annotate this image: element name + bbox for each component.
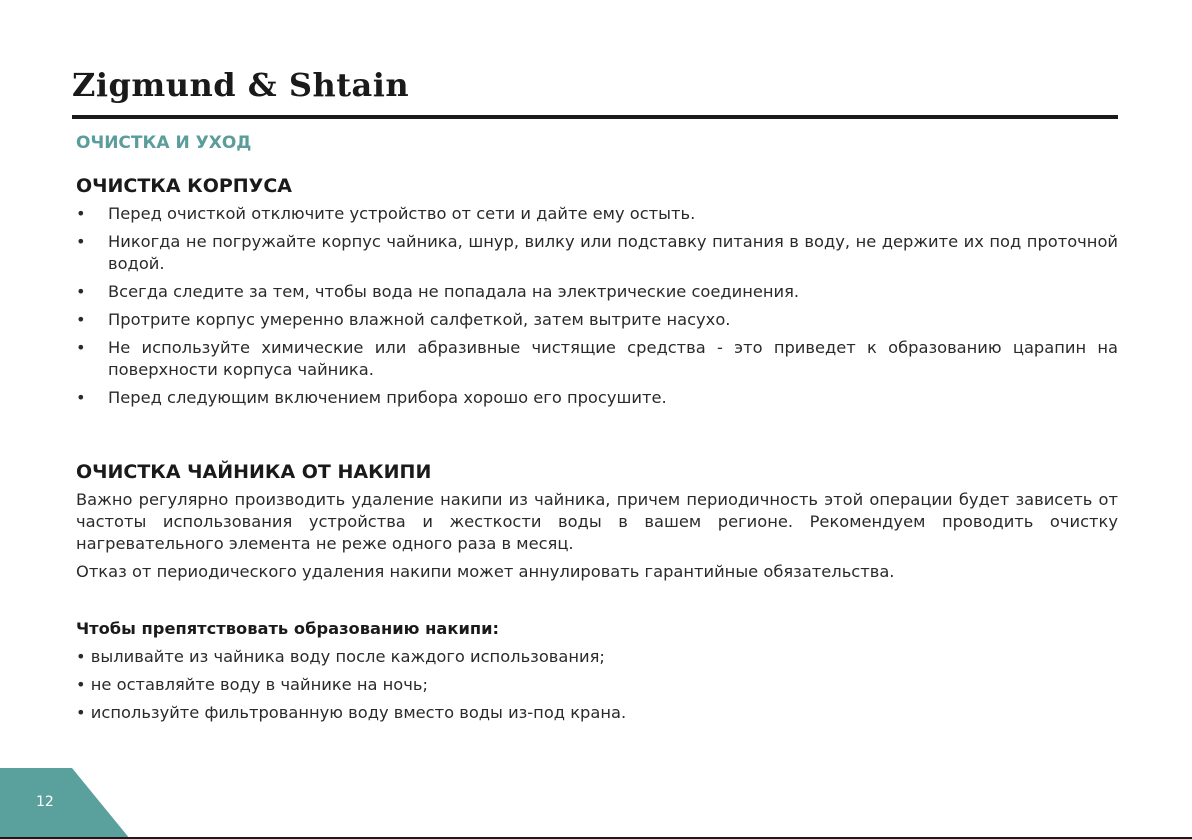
page-corner-tab bbox=[0, 768, 130, 839]
list-item: • Никогда не погружайте корпус чайника, шнур, вилку или подставку питания в воду, не держите их под проточной водой. bbox=[76, 231, 1118, 275]
prevention-list bbox=[76, 646, 1118, 724]
descaling-heading: ОЧИСТКА ЧАЙНИКА ОТ НАКИПИ bbox=[76, 461, 432, 483]
list-item: • Всегда следите за тем, чтобы вода не попадала на электрические соединения. bbox=[76, 281, 1118, 303]
list-item: • Не используйте химические или абразивные чистящие средства - это приведет к образованию царапин на поверхности корпуса чайника. bbox=[76, 337, 1118, 381]
list-item: • не оставляйте воду в чайнике на ночь; bbox=[76, 674, 1118, 696]
header-rule bbox=[72, 115, 1118, 119]
cleaning-body-heading: ОЧИСТКА КОРПУСА bbox=[76, 175, 292, 197]
page-content bbox=[76, 174, 1118, 730]
prevention-subheading: Чтобы препятствовать образованию накипи: bbox=[76, 619, 500, 638]
list-item: • Перед очисткой отключите устройство от сети и дайте ему остыть. bbox=[76, 203, 1118, 225]
page-number: 12 bbox=[36, 794, 54, 810]
descaling-paragraph: Важно регулярно производить удаление накипи из чайника, причем периодичность этой операции будет зависеть от частоты использования устройства и жесткости воды в вашем регионе. Рекомендуем проводить очистку нагревательного элемента не реже одного раза в месяц. bbox=[76, 490, 1118, 553]
cleaning-body-list bbox=[76, 203, 1118, 409]
warranty-paragraph: Отказ от периодического удаления накипи может аннулировать гарантийные обязательства. bbox=[76, 562, 895, 581]
list-item: • Перед следующим включением прибора хорошо его просушите. bbox=[76, 387, 1118, 409]
list-item: • выливайте из чайника воду после каждого использования; bbox=[76, 646, 1118, 668]
brand-logo: Zigmund & Shtain bbox=[72, 66, 410, 104]
list-item: • Протрите корпус умеренно влажной салфеткой, затем вытрите насухо. bbox=[76, 309, 1118, 331]
section-label: ОЧИСТКА И УХОД bbox=[76, 133, 252, 153]
list-item: • используйте фильтрованную воду вместо воды из-под крана. bbox=[76, 702, 1118, 724]
